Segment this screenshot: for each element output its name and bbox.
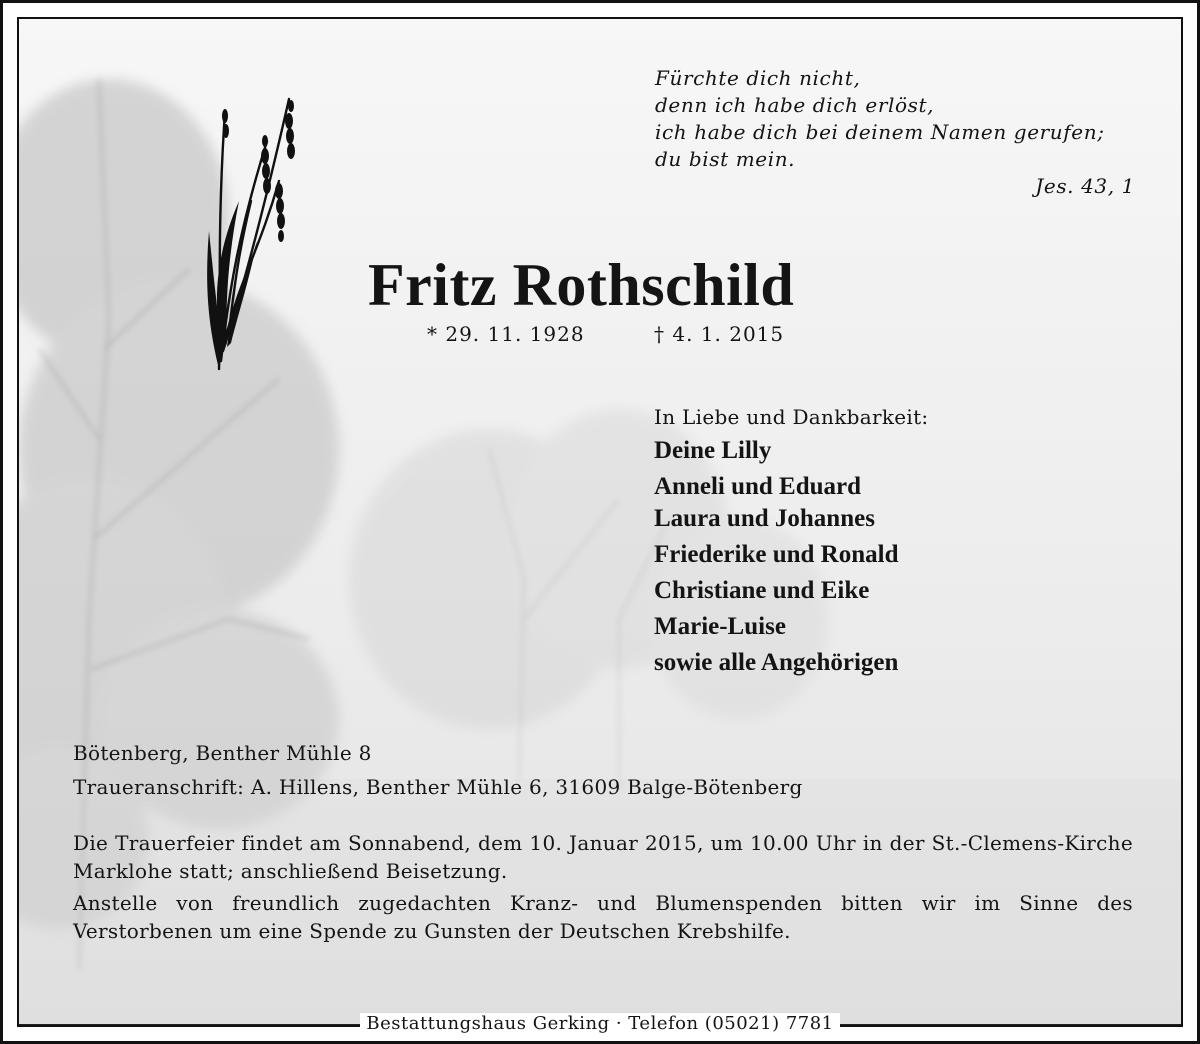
mourner-name: Christiane und Eike xyxy=(654,577,870,604)
mourner-name: Marie-Luise xyxy=(654,613,786,640)
address-block xyxy=(73,736,1133,804)
verse-line: ich habe dich bei deinem Namen gerufen; xyxy=(655,120,1105,144)
birth-date: * 29. 11. 1928 xyxy=(427,322,585,346)
donation-text: Anstelle von freundlich zugedachten Kranz- und Blumenspenden bitten wir im Sinne des Verstorbenen um eine Spende zu Gunsten der Deutschen Krebshilfe. xyxy=(73,891,1133,943)
death-date: † 4. 1. 2015 xyxy=(654,322,785,346)
mourners-intro: In Liebe und Dankbarkeit: xyxy=(654,405,929,429)
mourning-address: Traueranschrift: A. Hillens, Benther Mühle 6, 31609 Balge-Bötenberg xyxy=(73,775,803,799)
footer xyxy=(3,1011,1197,1037)
verse-line: Fürchte dich nicht, xyxy=(655,66,861,90)
wheat-ears-icon xyxy=(199,81,311,373)
deceased-name: Fritz Rothschild xyxy=(368,252,795,318)
mourner-name: Laura und Johannes xyxy=(654,505,875,532)
mourner-name: sowie alle Angehörigen xyxy=(654,649,899,676)
verse-reference: Jes. 43, 1 xyxy=(1035,174,1135,198)
mourner-name: Friederike und Ronald xyxy=(654,541,899,568)
bible-verse xyxy=(655,65,1135,200)
mourners-list xyxy=(654,403,1174,679)
verse-line: du bist mein. xyxy=(655,147,796,171)
residence-address: Bötenberg, Benther Mühle 8 xyxy=(73,741,372,765)
verse-line: denn ich habe dich erlöst, xyxy=(655,93,935,117)
mourner-name: Deine Lilly xyxy=(654,437,772,464)
ceremony-text: Die Trauerfeier findet am Sonnabend, dem 10. Januar 2015, um 10.00 Uhr in der St.-Clemens-Kirche Marklohe statt; anschließend Beisetzung. xyxy=(73,831,1133,883)
mourner-name: Anneli und Eduard xyxy=(654,473,862,500)
funeral-home-contact: Bestattungshaus Gerking · Telefon (05021) 7781 xyxy=(360,1013,839,1034)
